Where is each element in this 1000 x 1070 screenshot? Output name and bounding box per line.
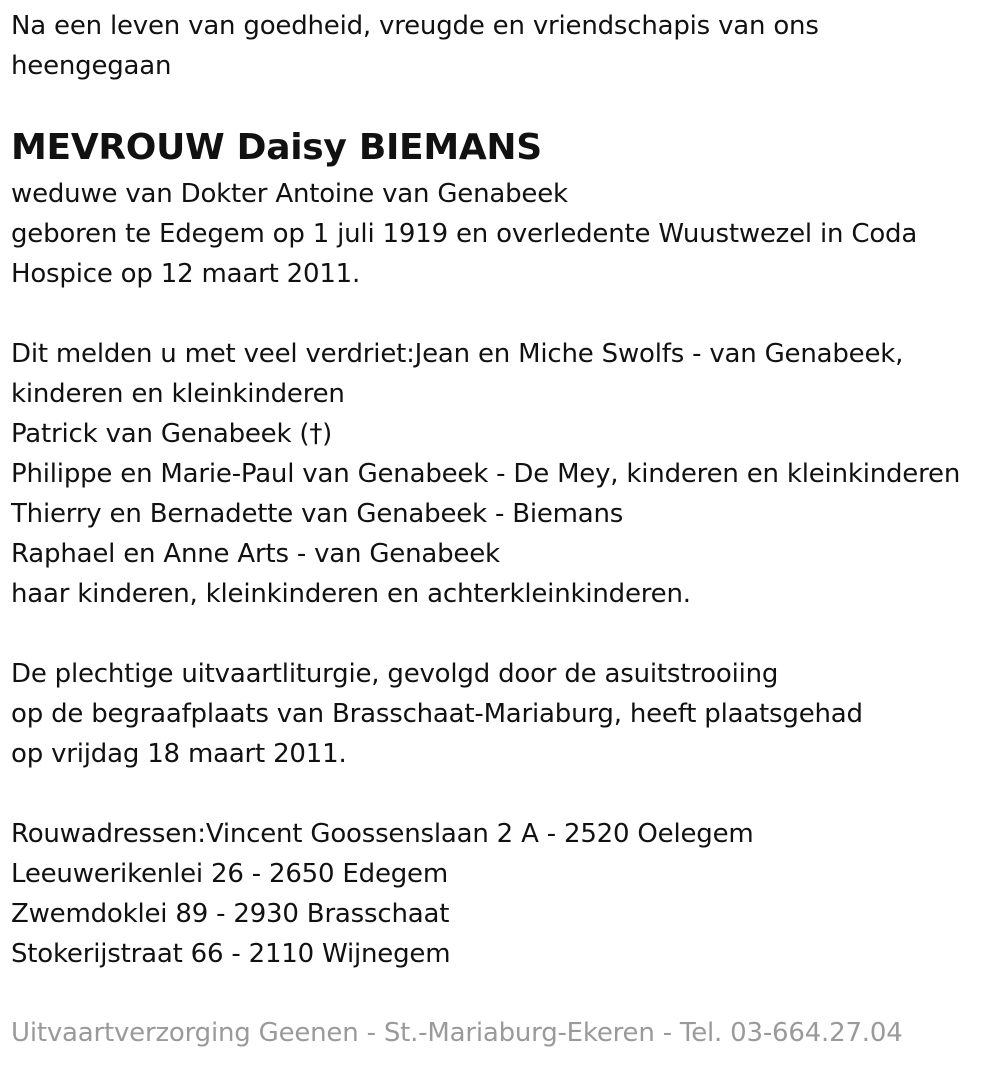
funeral-line: op de begraafplaats van Brasschaat-Mariaburg, heeft plaatsgehad xyxy=(11,699,863,729)
birth-death-line: geboren te Edegem op 1 juli 1919 en overledente Wuustwezel in Coda xyxy=(11,219,918,249)
widow-of-line: weduwe van Dokter Antoine van Genabeek xyxy=(11,179,568,209)
birth-death-line: Hospice op 12 maart 2011. xyxy=(11,259,361,289)
address-line: Zwemdoklei 89 - 2930 Brasschaat xyxy=(11,899,450,929)
intro-line: heengegaan xyxy=(11,51,172,81)
family-line: kinderen en kleinkinderen xyxy=(11,379,345,409)
funeral-line: op vrijdag 18 maart 2011. xyxy=(11,739,347,769)
address-line: Rouwadressen:Vincent Goossenslaan 2 A - 2520 Oelegem xyxy=(11,819,754,849)
spacer xyxy=(11,774,996,814)
family-announcement xyxy=(11,334,996,614)
family-line: Raphael en Anne Arts - van Genabeek xyxy=(11,539,500,569)
deceased-details xyxy=(11,174,996,294)
deceased-name: MEVROUW Daisy BIEMANS xyxy=(11,127,542,168)
funeral-info xyxy=(11,654,996,774)
obituary-document xyxy=(11,6,996,974)
funeral-line: De plechtige uitvaartliturgie, gevolgd door de asuitstrooiing xyxy=(11,659,779,689)
family-line: Thierry en Bernadette van Genabeek - Biemans xyxy=(11,499,624,529)
family-line: Patrick van Genabeek (†) xyxy=(11,419,333,449)
mourning-addresses xyxy=(11,814,996,974)
family-line: Philippe en Marie-Paul van Genabeek - De Mey, kinderen en kleinkinderen xyxy=(11,459,961,489)
spacer xyxy=(11,294,996,334)
funeral-home-footer: Uitvaartverzorging Geenen - St.-Mariaburg-Ekeren - Tel. 03-664.27.04 xyxy=(11,1018,903,1048)
intro-line: Na een leven van goedheid, vreugde en vriendschapis van ons xyxy=(11,11,819,41)
family-line: haar kinderen, kleinkinderen en achterkleinkinderen. xyxy=(11,579,691,609)
address-line: Leeuwerikenlei 26 - 2650 Edegem xyxy=(11,859,448,889)
family-line: Dit melden u met veel verdriet:Jean en Miche Swolfs - van Genabeek, xyxy=(11,339,904,369)
address-line: Stokerijstraat 66 - 2110 Wijnegem xyxy=(11,939,451,969)
spacer xyxy=(11,614,996,654)
intro-text xyxy=(11,6,996,86)
